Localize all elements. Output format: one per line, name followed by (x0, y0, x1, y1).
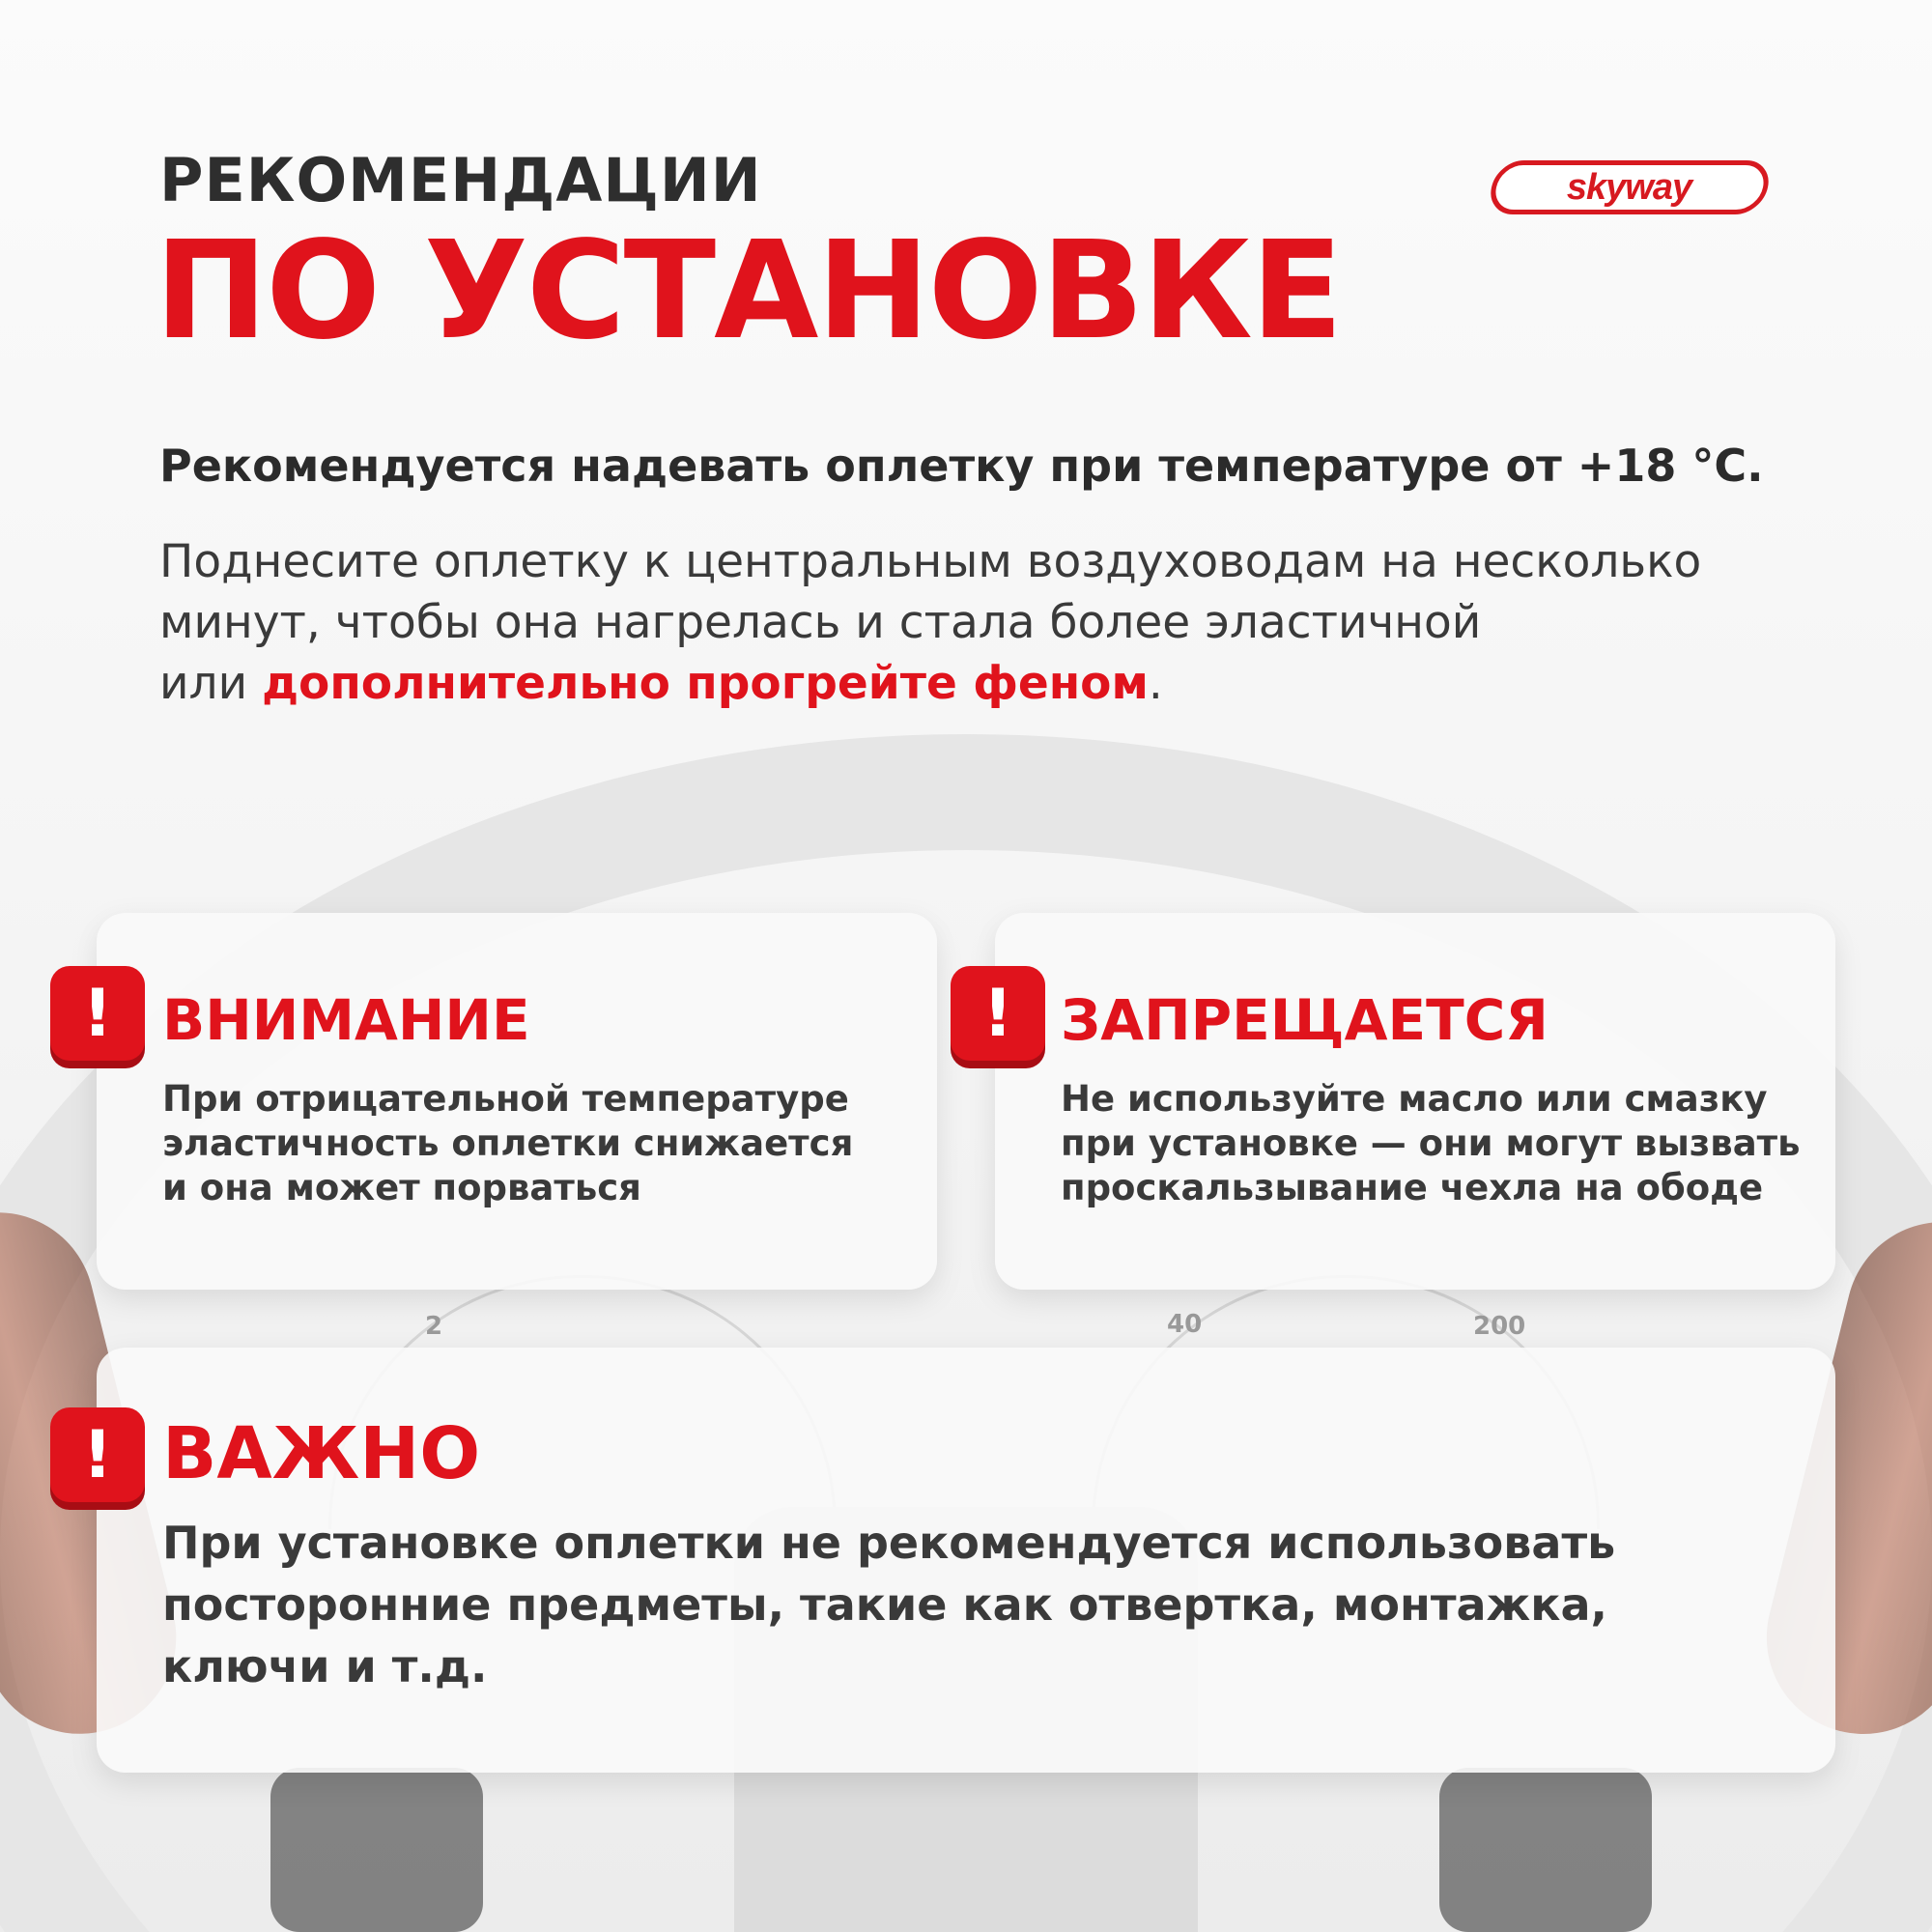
exclamation-icon: ! (50, 1407, 145, 1502)
exclamation-icon: ! (50, 966, 145, 1061)
intro-line: минут, чтобы она нагрелась и стала более эластичной (159, 596, 1482, 649)
forbidden-line: проскальзывание чехла на ободе (1061, 1167, 1764, 1208)
header-headline: ПО УСТАНОВКЕ (155, 213, 1342, 370)
attention-title: ВНИМАНИЕ (162, 987, 530, 1053)
gauge-label: 200 (1473, 1312, 1526, 1341)
intro-paragraph (159, 531, 1802, 714)
important-line: При установке оплетки не рекомендуется использовать (162, 1517, 1616, 1569)
spoke-buttons-left (270, 1768, 483, 1932)
attention-line: При отрицательной температуре (162, 1078, 849, 1120)
forbidden-line: Не используйте масло или смазку (1061, 1078, 1768, 1120)
logo-text: skyway (1567, 166, 1692, 208)
important-text (162, 1512, 1615, 1697)
intro-lead: Рекомендуется надевать оплетку при температуре от +18 °С. (159, 440, 1764, 492)
skyway-logo (1486, 160, 1774, 214)
intro-line (159, 653, 1802, 714)
attention-line: и она может порваться (162, 1167, 641, 1208)
important-line: ключи и т.д. (162, 1640, 488, 1692)
spoke-buttons-right (1439, 1768, 1652, 1932)
gauge-label: 40 (1167, 1310, 1203, 1339)
gauge-label: 2 (425, 1312, 443, 1341)
forbidden-text (1061, 1077, 1801, 1210)
intro-line: Поднесите оплетку к центральным воздуховодам на несколько (159, 535, 1702, 588)
important-title: ВАЖНО (162, 1412, 481, 1495)
exclamation-icon: ! (951, 966, 1045, 1061)
intro-line-prefix: или (159, 657, 263, 710)
intro-line-suffix: . (1148, 657, 1163, 710)
forbidden-title: ЗАПРЕЩАЕТСЯ (1061, 987, 1548, 1053)
important-line: посторонние предметы, такие как отвертка, монтажка, (162, 1578, 1608, 1631)
header-kicker: РЕКОМЕНДАЦИИ (159, 145, 762, 215)
intro-highlight: дополнительно прогрейте феном (262, 657, 1149, 710)
forbidden-line: при установке — они могут вызвать (1061, 1122, 1801, 1164)
attention-line: эластичность оплетки снижается (162, 1122, 854, 1164)
attention-text (162, 1077, 853, 1210)
